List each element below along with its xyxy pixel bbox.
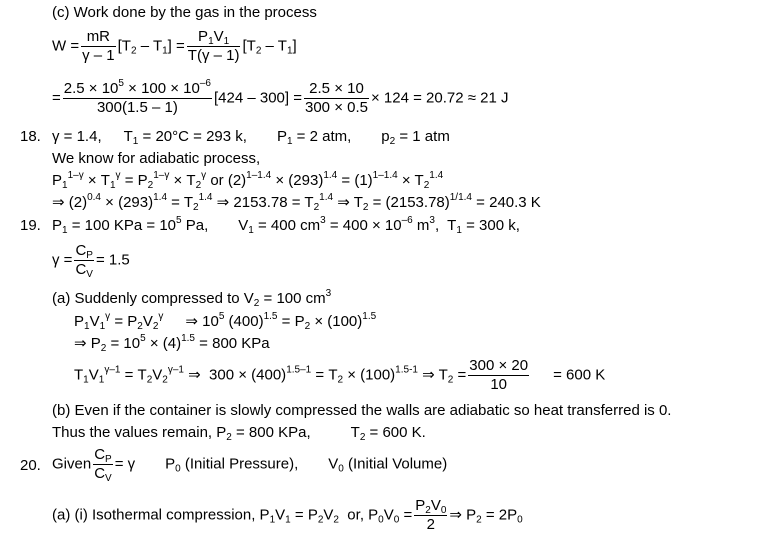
q20-isothermal: (a) (i) Isothermal compression, $P_1V_1 = P_2V_2$ or, $P_0V_0$ = $\frac{P_2V_0}{2}$ ⇒ $P_2 = 2P_0$ [52, 497, 523, 533]
q18-p1: = 2 atm, [292, 128, 352, 145]
q20-given-label: Given [52, 455, 92, 473]
part-c-heading: (c) Work done by the gas in the process [52, 4, 317, 21]
fraction: $\frac{P_1V_1}{T(\gamma - 1)}$ [187, 28, 240, 64]
q19-equation-3: $T_1V_1^{\gamma-1} = T_2V_2^{\gamma-1}$ ⇒ $300 \times (400)^{1.5-1} = T_2 \times (100)^{1.5-1}$ ⇒ $T_2$ = $\frac{300 \times 20}{10}$ = 600 K [74, 357, 606, 393]
fraction: $\frac{C_P}{C_V}$ [94, 446, 112, 484]
q19-equation-1: $P_1V_1^\gamma = P_2V_2^\gamma$ ⇒ $10^5$ $(400)^{1.5} = P_2 \times (100)^{1.5}$ [74, 311, 377, 332]
q19-part-a: (a) Suddenly compressed to $V_2 = 100$ $cm^3$ [52, 288, 332, 309]
fraction: $\frac{2.5 \times 10}{300 \times 0.5}$ [305, 80, 368, 116]
q18-equation-1: $P_1^{1-\gamma} \times T_1^\gamma = P_2^{1-\gamma} \times T_2^\gamma$ or $(2)^{1-1.4} \times (293)^{1.4} = (1)^{1-1.4} \times T_2^{1.4}$ [52, 170, 444, 191]
fraction: $\frac{mR}{\gamma - 1}$ [82, 28, 115, 64]
q19-remain-t: = 600 K. [365, 424, 426, 441]
question-number: 18. [20, 128, 41, 145]
q19-remain-text: Thus the values remain, P [52, 424, 227, 441]
q18-t1: = 20°C = 293 k, [138, 128, 247, 145]
q18-givens: γ = 1.4, $T_1 = 20^\circ C = 293$ k, $P_1 = 2$ atm, $p_2 = 1$ atm [52, 128, 450, 147]
work-formula: W = $\frac{mR}{\gamma - 1}$ $[T_2 - T_1]$ = $\frac{P_1V_1}{T(\gamma - 1)}$ $[T_2 - T_1]$ [52, 28, 297, 64]
fraction: $\frac{C_P}{C_V}$ [75, 242, 93, 280]
q18-result: = 240.3 K [476, 194, 541, 211]
q18-adiabatic-text: We know for adiabatic process, [52, 150, 261, 167]
work-evaluation: = $\frac{2.5 \times 10^5 \times 100 \times 10^{-6}}{300(1.5 - 1)}$ [424 – 300] = $\frac{2.5 \times 10}{300 \times 0.5}$ × 124 = 20.72 ≈ 21 J [52, 78, 509, 116]
fraction: $\frac{P_2V_0}{2}$ [415, 497, 447, 533]
q18-gamma: γ = 1.4, [52, 128, 102, 145]
q19-part-b: (b) Even if the container is slowly compressed the walls are adiabatic so heat transferred is 0. [52, 402, 672, 419]
q20-isothermal-text: (a) (i) Isothermal compression, [52, 506, 256, 524]
q19-givens: $P_1 = 100$ KPa = $10^5$ Pa, $V_1 = 400$ $cm^3 = 400 \times 10^{-6}$ $m^3$, $T_1 = 300$ k, [52, 215, 520, 236]
q18-p2: = 1 atm [395, 128, 450, 145]
question-number: 19. [20, 217, 41, 234]
q19-part-a-text: (a) Suddenly compressed to V [52, 290, 254, 307]
q19-remain-p: = 800 KPa, [231, 424, 311, 441]
q19-part-a-value: = 100 cm [259, 290, 326, 307]
q20-v0: (Initial Volume) [348, 455, 448, 473]
fraction: $\frac{2.5 \times 10^5 \times 100 \times 10^{-6}}{300(1.5 - 1)}$ [63, 78, 211, 116]
q19-p2-result: = 800 KPa [199, 335, 270, 352]
fraction: $\frac{300 \times 20}{10}$ [469, 357, 529, 393]
q19-gamma: γ = $\frac{C_P}{C_V}$ = 1.5 [52, 242, 130, 280]
q20-given: Given $\frac{C_P}{C_V}$ = γ $P_0$ (Initial Pressure), $V_0$ (Initial Volume) [52, 446, 448, 484]
q19-equation-2: ⇒ $P_2 = 10^5 \times (4)^{1.5} = 800$ KPa [74, 333, 270, 354]
q18-equation-2: ⇒ $(2)^{0.4} \times (293)^{1.4} = T_2^{1.4}$ ⇒ $2153.78 = T_2^{1.4}$ ⇒ $T_2 = (2153.78)^{1/1.4} = 240.3$ K [52, 192, 541, 213]
q19-gamma-value: = 1.5 [95, 251, 130, 269]
q19-t2-result: = 600 K [553, 366, 606, 384]
question-number: 20. [20, 457, 41, 474]
q19-remain: Thus the values remain, $P_2 = 800$ KPa, $T_2 = 600$ K. [52, 424, 426, 443]
q20-p0: (Initial Pressure), [184, 455, 299, 473]
